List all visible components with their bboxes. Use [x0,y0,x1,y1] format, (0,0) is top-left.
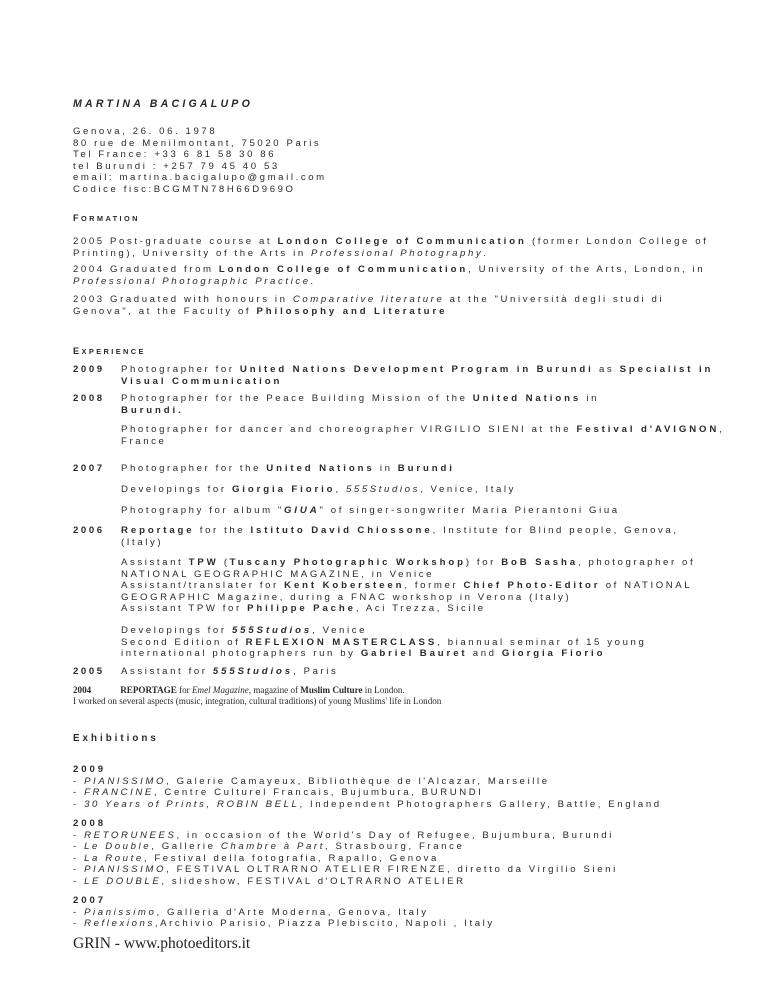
exhibition-item: - FRANCINE, Centre Culturel Francais, Bujumbura, BURUNDI [73,787,484,799]
exhibition-item: - Pianissimo, Galleria d'Arte Moderna, Genova, Italy [73,906,429,918]
experience-2006-entry-1: Reportage for the Istituto David Chiossone, Institute for Blind people, Genova, (Italy) [121,525,679,548]
exhibitions-year-2009: 2009 [73,764,106,775]
exhibition-item: - Reflexions,Archivio Parisio, Piazza Plebiscito, Napoli , Italy [73,918,495,930]
year-2008: 2008 [73,393,105,404]
fiscal-code-line: Codice fisc:BCGMTN78H66D969O [73,183,296,195]
year-2005: 2005 [73,666,105,677]
exhibition-item: - 30 Years of Prints, ROBIN BELL, Independent Photographers Gallery, Battle, England [73,798,662,810]
experience-2007-entry-1: Photographer for the United Nations in Burundi [121,463,455,474]
email-line: email: martina.bacigalupo@gmail.com [73,172,327,184]
address-line: 80 rue de Menilmontant, 75020 Paris [73,137,322,149]
formation-entry-2003: 2003 Graduated with honours in Comparative literature at the "Università degli studi di Genova", at the Faculty of Philosophy and Literature [73,294,665,317]
exhibitions-heading: Exhibitions [73,733,159,744]
exhibition-item: - RETORUNEES, in occasion of the World's Day of Refugee, Bujumbura, Burundi [73,829,614,841]
experience-2004-line-2: I worked on several aspects (music, integration, cultural traditions) of young Muslims' life in London [73,696,442,706]
experience-heading: EXPERIENCE [73,346,146,356]
formation-entry-2004: 2004 Graduated from London College of Communication, University of the Arts, London, in Professional Photographic Practice. [73,264,706,287]
cv-name: MARTINA BACIGALUPO [73,98,254,110]
exhibitions-2008 [73,818,618,888]
tel-burundi-line: tel Burundi : +257 79 45 40 53 [73,160,280,172]
footer-watermark: GRIN - www.photoeditors.it [73,935,251,952]
exhibitions-year-2008: 2008 [73,818,106,829]
experience-2009-entry: Photographer for United Nations Development Program in Burundi as Specialist in Visual Communication [121,364,714,387]
tel-france-line: Tel France: +33 6 81 58 30 86 [73,149,277,161]
exhibition-item: - PIANISSIMO, Galerie Camayeux, Bibliothèque de l'Alcazar, Marseille [73,775,550,787]
experience-2007-entry-2: Developings for Giorgia Fiorio, 555Studios, Venice, Italy [121,484,517,495]
experience-2007-entry-3: Photography for album "GIUA" of singer-songwriter Maria Pierantoni Giua [121,505,620,516]
exhibitions-2009 [73,764,662,810]
experience-2008-entry-1: Photographer for the Peace Building Mission of the United Nations in Burundi. [121,393,600,416]
exhibitions-year-2007: 2007 [73,895,106,906]
formation-heading: FORMATION [73,213,140,223]
experience-2005-entry: Assistant for 555Studios, Paris [121,666,339,677]
exhibition-item: - PIANISSIMO, FESTIVAL OLTRARNO ATELIER FIRENZE, diretto da Virgilio Sieni [73,864,618,876]
experience-2004-line-1: 2004 REPORTAGE for Emel Magazine, magazine of Muslim Culture in London. [73,685,405,695]
birth-line: Genova, 26. 06. 1978 [73,126,218,137]
exhibition-item: - La Route, Festival della fotografia, Rapallo, Genova [73,852,439,864]
year-2007: 2007 [73,463,105,474]
formation-entry-2005: 2005 Post-graduate course at London College of Communication (former London College of Printing), University of the Arts in Professional Photography. [73,236,709,259]
experience-2006-entry-3: Developings for 555Studios, Venice Second Edition of REFLEXION MASTERCLASS, biannual seminar of 15 young international photographers run by Gabriel Bauret and Giorgia Fiorio [121,625,647,660]
exhibition-item: - LE DOUBLE, slideshow, FESTIVAL d'OLTRARNO ATELIER [73,875,466,887]
exhibition-item: - Le Double, Gallerie Chambre à Part, Strasbourg, France [73,841,465,853]
contact-block [73,126,327,196]
year-2009: 2009 [73,364,105,375]
experience-2006-entry-2: Assistant TPW (Tuscany Photographic Workshop) for BoB Sasha, photographer of NATIONAL GEOGRAPHIC MAGAZINE, in Venice Assistant/translater for Kent Kobersteen, former Chief Photo-Editor of NATIONAL GEOGRAPHIC Magazine, during a FNAC workshop in Verona (Italy) Assistant TPW for Philippe Pache, Aci Trezza, Sicile [121,557,696,615]
exhibitions-2007 [73,895,495,930]
experience-2008-entry-2: Photographer for dancer and choreographer VIRGILIO SIENI at the Festival d'AVIGNON, France [121,424,725,447]
year-2006: 2006 [73,525,105,536]
